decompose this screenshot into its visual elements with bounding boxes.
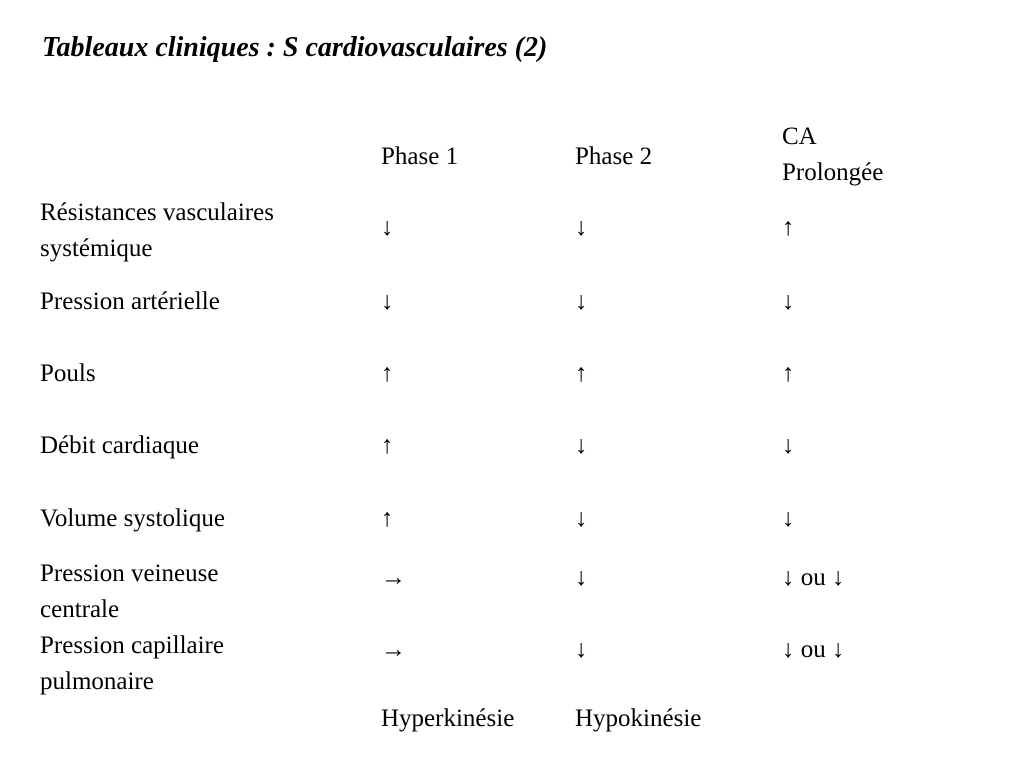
row-6-phase-1: → [381, 564, 406, 591]
row-4-phase-2: ↓ [575, 432, 588, 459]
row-2-ca: ↓ [782, 288, 795, 315]
row-label-volume-systolique: Volume systolique [40, 505, 225, 532]
row-1-phase-2: ↓ [575, 214, 588, 241]
row-2-phase-1: ↓ [381, 288, 394, 315]
footer-phase-2: Hypokinésie [575, 705, 702, 732]
row-label-line-2: systémique [40, 235, 153, 262]
header-ca-line-2: Prolongée [782, 159, 884, 186]
row-5-phase-2: ↓ [575, 505, 588, 532]
header-ca-line-1: CA [782, 123, 817, 150]
row-4-phase-1: ↑ [381, 432, 394, 459]
row-3-phase-2: ↑ [575, 360, 588, 387]
row-label-line-1: Pression veineuse [40, 560, 219, 587]
row-6-ca: ↓ ou ↓ [782, 564, 845, 591]
row-3-phase-1: ↑ [381, 360, 394, 387]
row-label-pouls: Pouls [40, 360, 96, 387]
row-6-phase-2: ↓ [575, 564, 588, 591]
row-1-ca: ↑ [782, 214, 795, 241]
header-phase-2: Phase 2 [575, 143, 653, 170]
slide-title: Tableaux cliniques : S cardiovasculaires (2) [42, 32, 548, 63]
row-label-pression-veineuse [40, 556, 360, 628]
row-7-ca: ↓ ou ↓ [782, 636, 845, 663]
row-2-phase-2: ↓ [575, 288, 588, 315]
footer-phase-1: Hyperkinésie [381, 705, 515, 732]
header-ca-prolongee [782, 119, 883, 191]
row-5-phase-1: ↑ [381, 505, 394, 532]
row-label-line-1: Résistances vasculaires [40, 199, 274, 226]
row-7-phase-2: ↓ [575, 636, 588, 663]
row-label-line-1: Pression capillaire [40, 632, 224, 659]
row-label-line-2: centrale [40, 596, 120, 623]
row-label-pression-arterielle: Pression artérielle [40, 288, 220, 315]
header-phase-1: Phase 1 [381, 143, 459, 170]
row-4-ca: ↓ [782, 432, 795, 459]
row-label-resistances [40, 195, 360, 267]
row-label-debit-cardiaque: Débit cardiaque [40, 432, 199, 459]
row-label-pression-capillaire [40, 628, 360, 700]
row-7-phase-1: → [381, 636, 406, 663]
row-3-ca: ↑ [782, 360, 795, 387]
row-1-phase-1: ↓ [381, 214, 394, 241]
row-5-ca: ↓ [782, 505, 795, 532]
row-label-line-2: pulmonaire [40, 668, 154, 695]
